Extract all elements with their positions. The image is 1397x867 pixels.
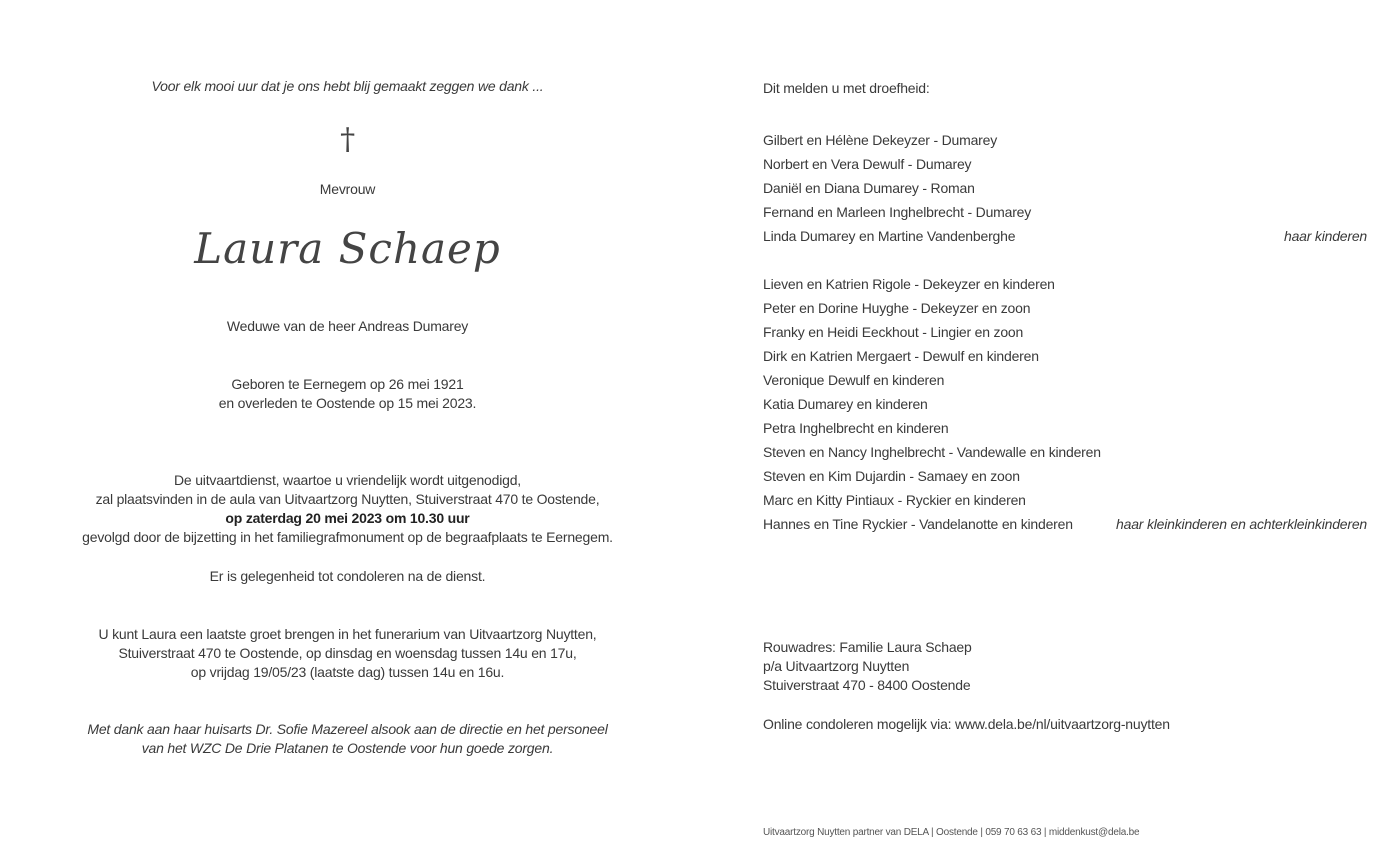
grandchildren-role: haar kleinkinderen en achterkleinkinderen: [1116, 516, 1367, 532]
family-name: Norbert en Vera Dewulf - Dumarey: [763, 156, 972, 172]
list-item: [763, 514, 1367, 534]
service-date: op zaterdag 20 mei 2023 om 10.30 uur: [225, 510, 470, 526]
family-name: Lieven en Katrien Rigole - Dekeyzer en kinderen: [763, 276, 1055, 292]
service-line-1: De uitvaartdienst, waartoe u vriendelijk wordt uitgenodigd,: [174, 472, 521, 488]
born-line: Geboren te Eernegem op 26 mei 1921: [231, 376, 464, 392]
address-line-2: p/a Uitvaartzorg Nuytten: [763, 658, 910, 674]
family-name: Daniël en Diana Dumarey - Roman: [763, 180, 975, 196]
online-condolences: Online condoleren mogelijk via: www.dela.be/nl/uitvaartzorg-nuytten: [763, 716, 1170, 732]
list-item: [763, 274, 1367, 294]
service-line-4: gevolgd door de bijzetting in het familiegrafmonument op de begraafplaats te Eernegem.: [82, 529, 613, 545]
motto: Voor elk mooi uur dat je ons hebt blij gemaakt zeggen we dank ...: [151, 78, 544, 94]
birth-death: [60, 375, 635, 413]
family-name: Veronique Dewulf en kinderen: [763, 372, 945, 388]
family-name: Katia Dumarey en kinderen: [763, 396, 928, 412]
farewell-line-2: Stuiverstraat 470 te Oostende, op dinsdag en woensdag tussen 14u en 17u,: [118, 645, 577, 661]
list-item: [763, 154, 1367, 174]
list-item: [763, 130, 1367, 150]
family-name: Linda Dumarey en Martine Vandenberghe: [763, 228, 1016, 244]
list-item: [763, 226, 1367, 246]
footer: Uitvaartzorg Nuytten partner van DELA | Oostende | 059 70 63 63 | middenkust@dela.be: [763, 827, 1140, 838]
family-name: Marc en Kitty Pintiaux - Ryckier en kinderen: [763, 492, 1026, 508]
farewell-line-3: op vrijdag 19/05/23 (laatste dag) tussen 14u en 16u.: [190, 664, 505, 680]
family-name: Dirk en Katrien Mergaert - Dewulf en kinderen: [763, 348, 1039, 364]
list-item: [763, 346, 1367, 366]
family-name: Petra Inghelbrecht en kinderen: [763, 420, 949, 436]
farewell-line-1: U kunt Laura een laatste groet brengen in het funerarium van Uitvaartzorg Nuytten,: [98, 626, 597, 642]
list-item: [763, 490, 1367, 510]
family-name: Hannes en Tine Ryckier - Vandelanotte en kinderen: [763, 516, 1073, 532]
family-name: Peter en Dorine Huyghe - Dekeyzer en zoon: [763, 300, 1031, 316]
list-item: [763, 394, 1367, 414]
died-line: en overleden te Oostende op 15 mei 2023.: [218, 395, 477, 411]
list-item: [763, 202, 1367, 222]
service-line-2: zal plaatsvinden in de aula van Uitvaartzorg Nuytten, Stuiverstraat 470 te Oostende,: [95, 491, 600, 507]
thanks-line-2: van het WZC De Drie Platanen te Oostende voor hun goede zorgen.: [141, 740, 554, 756]
children-role: haar kinderen: [1283, 228, 1367, 244]
family-name: Steven en Nancy Inghelbrecht - Vandewalle en kinderen: [763, 444, 1101, 460]
deceased-name: Laura Schaep: [194, 224, 501, 273]
family-name: Fernand en Marleen Inghelbrecht - Dumarey: [763, 204, 1032, 220]
list-item: [763, 442, 1367, 462]
list-item: [763, 370, 1367, 390]
mourning-address: [763, 638, 972, 695]
address-line-3: Stuiverstraat 470 - 8400 Oostende: [763, 677, 971, 693]
thanks: [60, 720, 635, 758]
list-item: [763, 418, 1367, 438]
intro-text: Dit melden u met droefheid:: [763, 80, 930, 96]
family-name: Franky en Heidi Eeckhout - Lingier en zoon: [763, 324, 1024, 340]
title: Mevrouw: [319, 181, 376, 197]
list-item: [763, 322, 1367, 342]
intro: [763, 78, 1367, 98]
cross-icon: †: [340, 122, 355, 157]
thanks-line-1: Met dank aan haar huisarts Dr. Sofie Mazereel alsook aan de directie en het personeel: [87, 721, 608, 737]
farewell-info: [60, 625, 635, 682]
list-item: [763, 298, 1367, 318]
service-info: [60, 471, 635, 547]
condolences-note: Er is gelegenheid tot condoleren na de dienst.: [209, 568, 486, 584]
widow-of: Weduwe van de heer Andreas Dumarey: [226, 318, 469, 334]
list-item: [763, 178, 1367, 198]
list-item: [763, 466, 1367, 486]
address-line-1: Rouwadres: Familie Laura Schaep: [763, 639, 972, 655]
family-name: Steven en Kim Dujardin - Samaey en zoon: [763, 468, 1020, 484]
family-name: Gilbert en Hélène Dekeyzer - Dumarey: [763, 132, 998, 148]
